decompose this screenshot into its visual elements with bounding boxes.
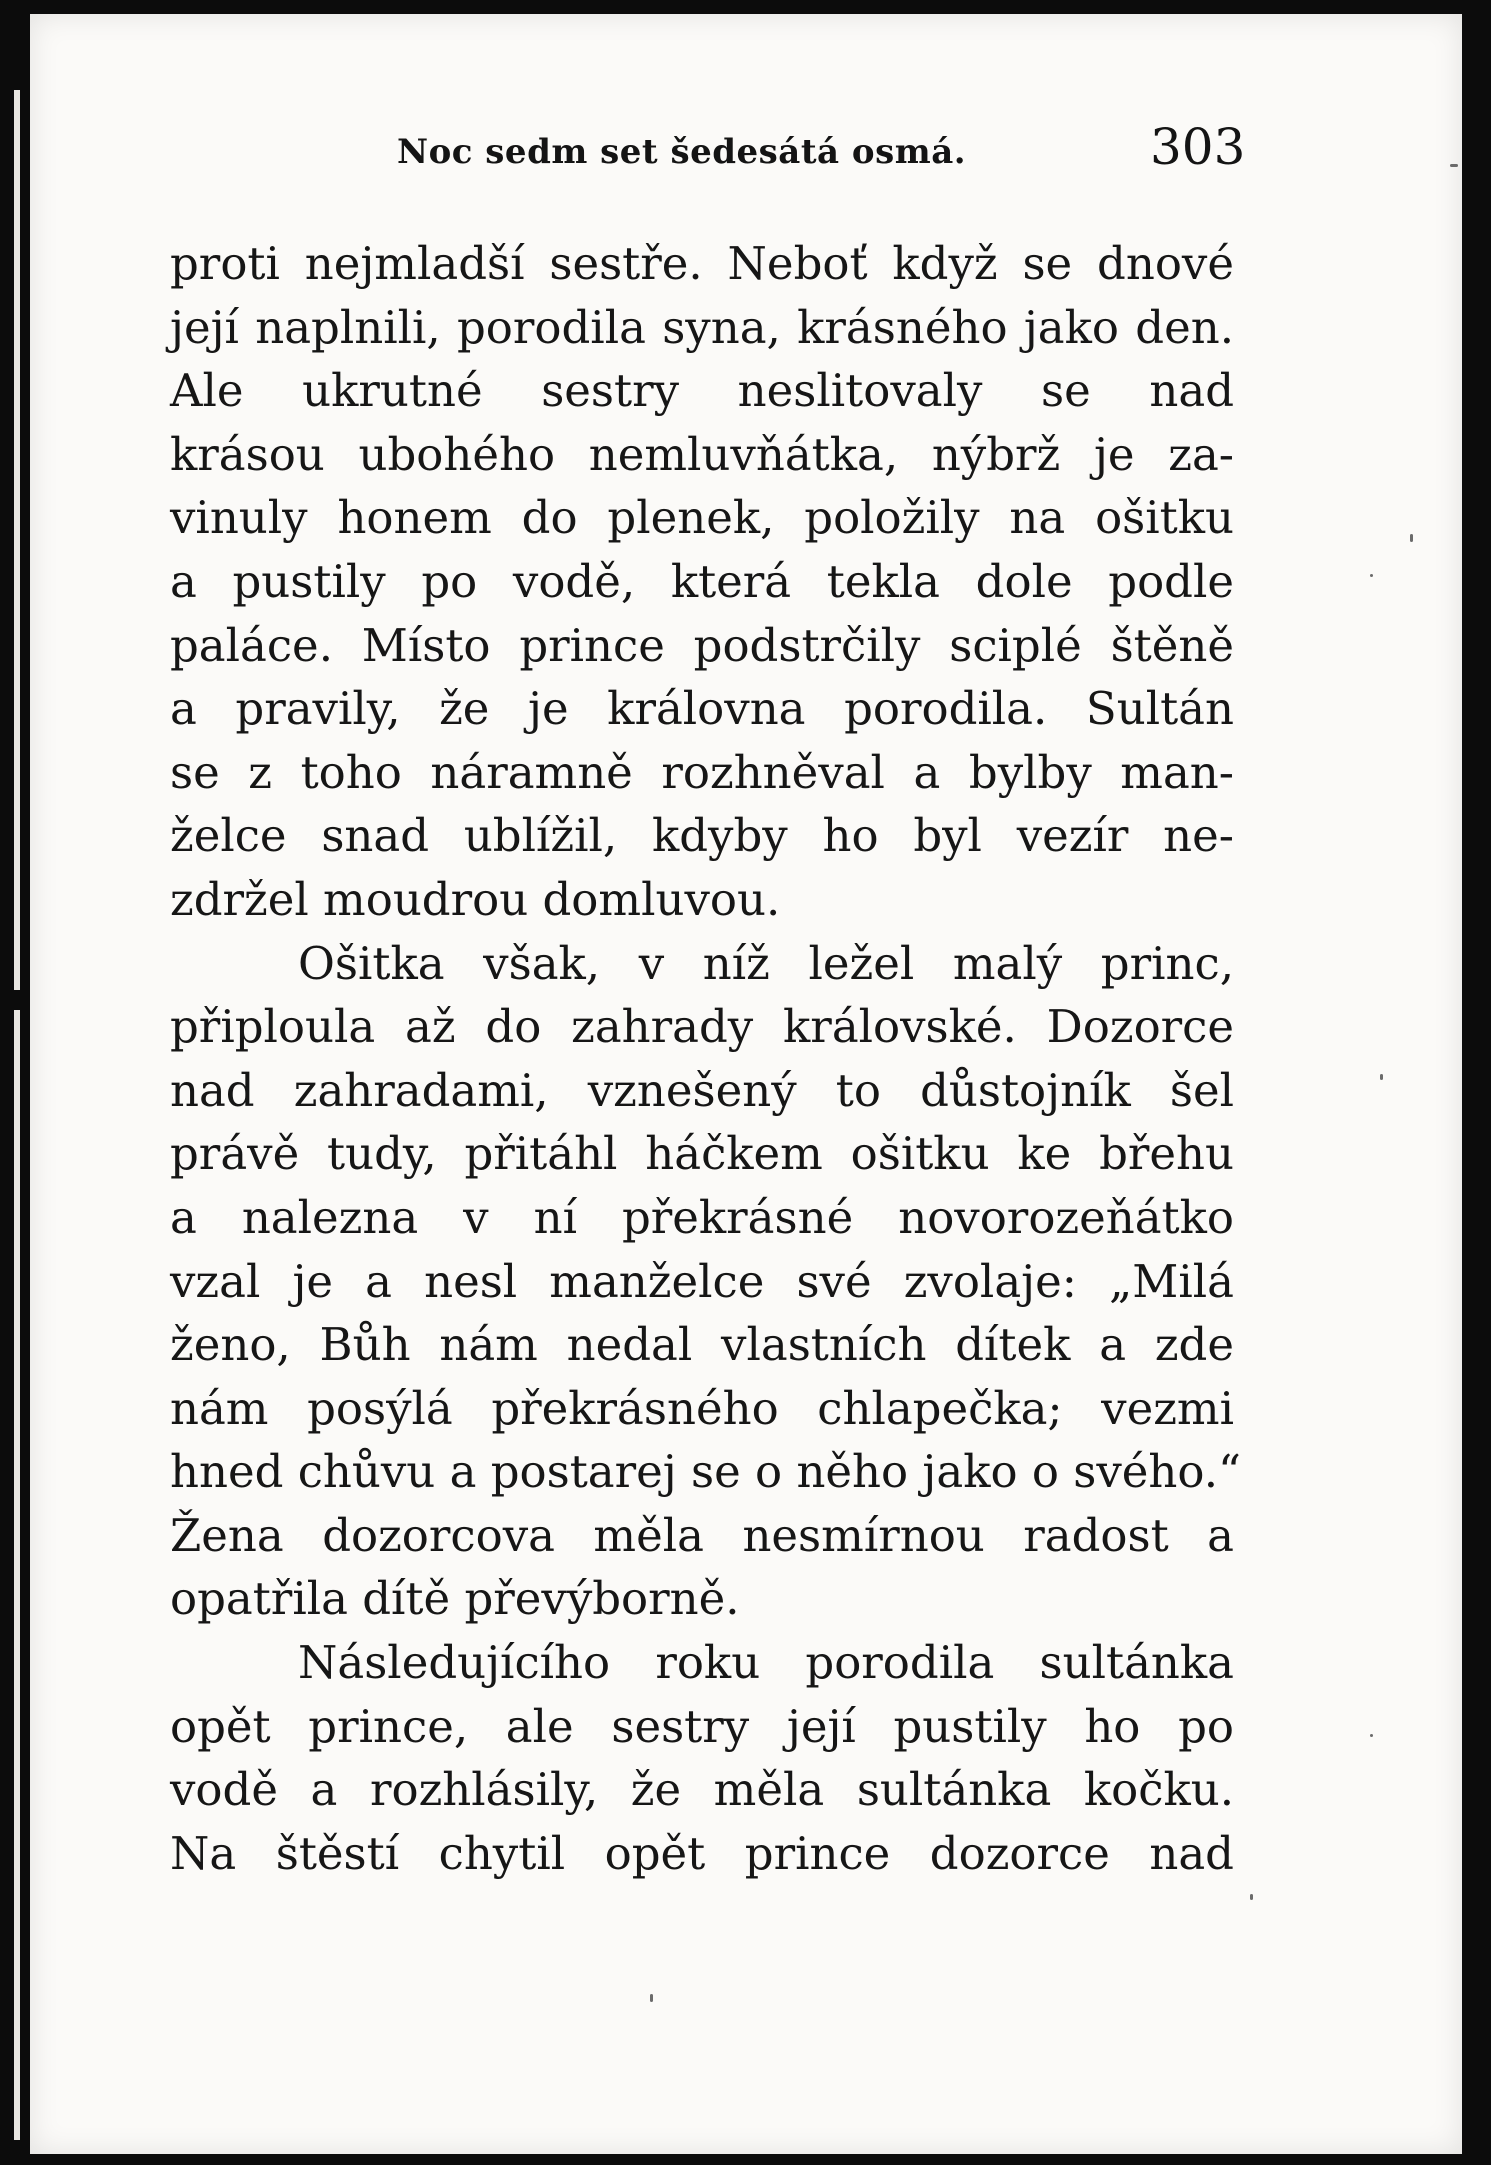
paper-speck (1250, 1894, 1253, 1900)
text-line: se z toho náramně rozhněval a bylby man- (170, 745, 1234, 799)
text-line: opatřila dítě převýborně. (170, 1572, 740, 1626)
body-text (170, 232, 1242, 1885)
text-line: Žena dozorcova měla nesmírnou radost a (170, 1508, 1234, 1562)
paper-speck (1370, 1734, 1373, 1737)
text-line: a pravily, že je královna porodila. Sultán (170, 682, 1234, 736)
text-line: a pustily po vodě, která tekla dole podle (170, 554, 1234, 608)
text-line: její naplnili, porodila syna, krásného jako den. (170, 300, 1234, 354)
text-line: proti nejmladší sestře. Neboť když se dnové (170, 237, 1234, 290)
paper-speck (650, 1994, 653, 2002)
text-line: nad zahradami, vznešený to důstojník šel (170, 1063, 1234, 1117)
text-line: vodě a rozhlásily, že měla sultánka kočku. (170, 1763, 1234, 1817)
text-line: ženo, Bůh nám nedal vlastních dítek a zde (170, 1318, 1234, 1372)
text-line: zdržel moudrou domluvou. (170, 872, 781, 926)
paper-speck (1410, 534, 1413, 542)
paper-speck (1370, 574, 1373, 577)
text-line: právě tudy, přitáhl háčkem ošitku ke břehu (170, 1127, 1234, 1181)
text-line: želce snad ublížil, kdyby ho byl vezír ne- (170, 809, 1234, 863)
running-title: Noc sedm set šedesátá osmá. (397, 132, 967, 172)
text-line: připloula až do zahrady královské. Dozorce (170, 1000, 1234, 1054)
page-number: 303 (1150, 118, 1246, 176)
text-line: hned chůvu a postarej se o něho jako o svého.“ (170, 1445, 1242, 1499)
text-line: a nalezna v ní překrásné novorozeňátko (170, 1190, 1234, 1244)
page-gutter (0, 0, 30, 2165)
text-line: Následujícího roku porodila sultánka (298, 1636, 1234, 1690)
binding-rule (14, 1010, 20, 2140)
text-line: Na štěstí chytil opět prince dozorce nad (170, 1826, 1234, 1880)
text-line: krásou ubohého nemluvňátka, nýbrž je za- (170, 427, 1234, 481)
paper-speck (1380, 1074, 1383, 1080)
book-page (30, 14, 1462, 2154)
text-line: vzal je a nesl manželce své zvolaje: „Milá (170, 1254, 1234, 1308)
paper-speck (1450, 164, 1458, 167)
text-line: paláce. Místo prince podstrčily sciplé štěně (170, 618, 1234, 672)
text-line: opět prince, ale sestry její pustily ho po (170, 1699, 1234, 1753)
page-header (30, 114, 1462, 184)
binding-rule (14, 90, 20, 990)
text-line: Ale ukrutné sestry neslitovaly se nad (170, 364, 1234, 418)
text-line: nám posýlá překrásného chlapečka; vezmi (170, 1381, 1234, 1435)
text-line: Ošitka však, v níž ležel malý princ, (298, 936, 1234, 990)
text-line: vinuly honem do plenek, položily na ošitku (170, 491, 1234, 545)
